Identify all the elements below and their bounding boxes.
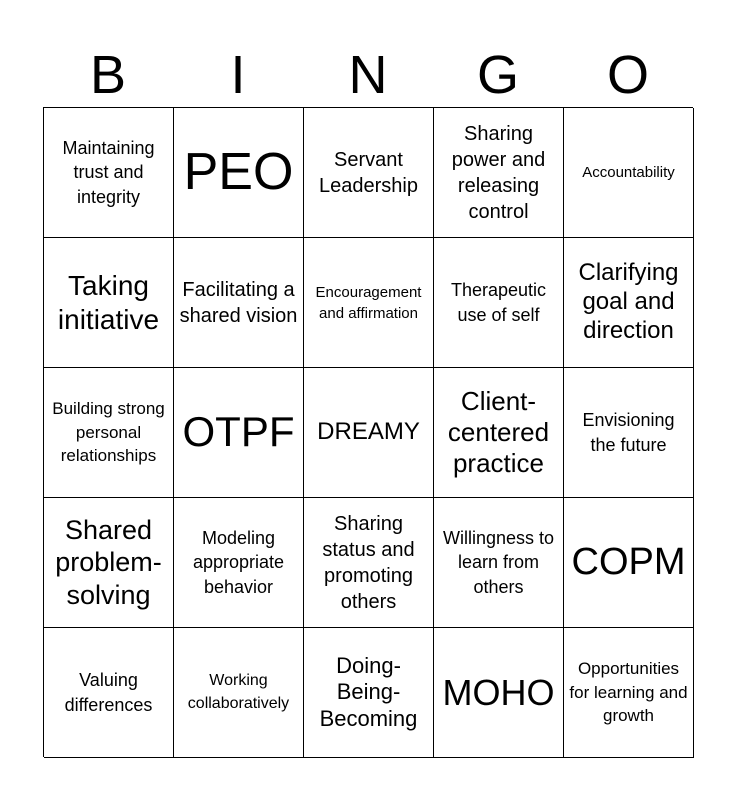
- bingo-cell[interactable]: [434, 238, 564, 368]
- bingo-board: [43, 107, 693, 757]
- cell-label: MOHO: [442, 671, 555, 713]
- cell-label: Client-centered practice: [447, 385, 550, 479]
- header-letter-n: N: [348, 45, 388, 105]
- header-letter-o: O: [606, 45, 649, 105]
- cell-label: Encouragement and affirmation: [315, 283, 422, 322]
- cell-label: Shared problem-solving: [55, 514, 162, 610]
- bingo-cell[interactable]: [564, 108, 694, 238]
- cell-label: Taking initiative: [57, 269, 160, 335]
- bingo-cell[interactable]: [434, 498, 564, 628]
- bingo-cell[interactable]: [304, 498, 434, 628]
- cell-label: COPM: [571, 540, 686, 583]
- cell-label: Working collaboratively: [187, 672, 290, 712]
- cell-label: Clarifying goal and direction: [578, 259, 679, 344]
- cell-label: Modeling appropriate behavior: [192, 528, 285, 597]
- header-letter-i: I: [230, 45, 246, 105]
- bingo-cell[interactable]: [44, 628, 174, 758]
- bingo-cell[interactable]: [304, 238, 434, 368]
- cell-label: DREAMY: [317, 418, 420, 446]
- cell-label: Envisioning the future: [582, 410, 675, 455]
- bingo-cell[interactable]: [434, 628, 564, 758]
- bingo-cell[interactable]: [44, 108, 174, 238]
- bingo-cell[interactable]: [434, 368, 564, 498]
- cell-label: Maintaining trust and integrity: [62, 138, 155, 207]
- bingo-cell[interactable]: [174, 238, 304, 368]
- cell-label: Accountability: [582, 164, 675, 181]
- bingo-cell[interactable]: [44, 498, 174, 628]
- bingo-cell[interactable]: [564, 498, 694, 628]
- bingo-cell[interactable]: [174, 498, 304, 628]
- cell-label: OTPF: [182, 408, 295, 456]
- cell-label: Valuing differences: [64, 670, 153, 715]
- cell-label: PEO: [183, 142, 294, 201]
- cell-label: Building strong personal relationships: [52, 398, 165, 466]
- bingo-cell[interactable]: [304, 108, 434, 238]
- cell-label: Therapeutic use of self: [450, 280, 547, 325]
- cell-label: Facilitating a shared vision: [179, 278, 298, 327]
- cell-label: Opportunities for learning and growth: [569, 658, 688, 726]
- bingo-cell[interactable]: [174, 108, 304, 238]
- bingo-header: [43, 44, 693, 106]
- header-letter-g: G: [476, 45, 519, 105]
- bingo-cell[interactable]: [174, 628, 304, 758]
- bingo-cell[interactable]: [564, 368, 694, 498]
- bingo-cell[interactable]: [44, 368, 174, 498]
- header-letter-b: B: [89, 45, 127, 105]
- cell-label: Doing-Being-Becoming: [319, 652, 418, 731]
- cell-label: Willingness to learn from others: [442, 528, 555, 597]
- bingo-cell[interactable]: [564, 628, 694, 758]
- bingo-cell[interactable]: [174, 368, 304, 498]
- bingo-cell[interactable]: [564, 238, 694, 368]
- cell-label: Sharing power and releasing control: [451, 122, 546, 223]
- bingo-cell[interactable]: [44, 238, 174, 368]
- bingo-cell[interactable]: [434, 108, 564, 238]
- bingo-cell[interactable]: [304, 368, 434, 498]
- cell-label: Sharing status and promoting others: [322, 512, 415, 613]
- cell-label: Servant Leadership: [319, 148, 418, 197]
- bingo-cell[interactable]: [304, 628, 434, 758]
